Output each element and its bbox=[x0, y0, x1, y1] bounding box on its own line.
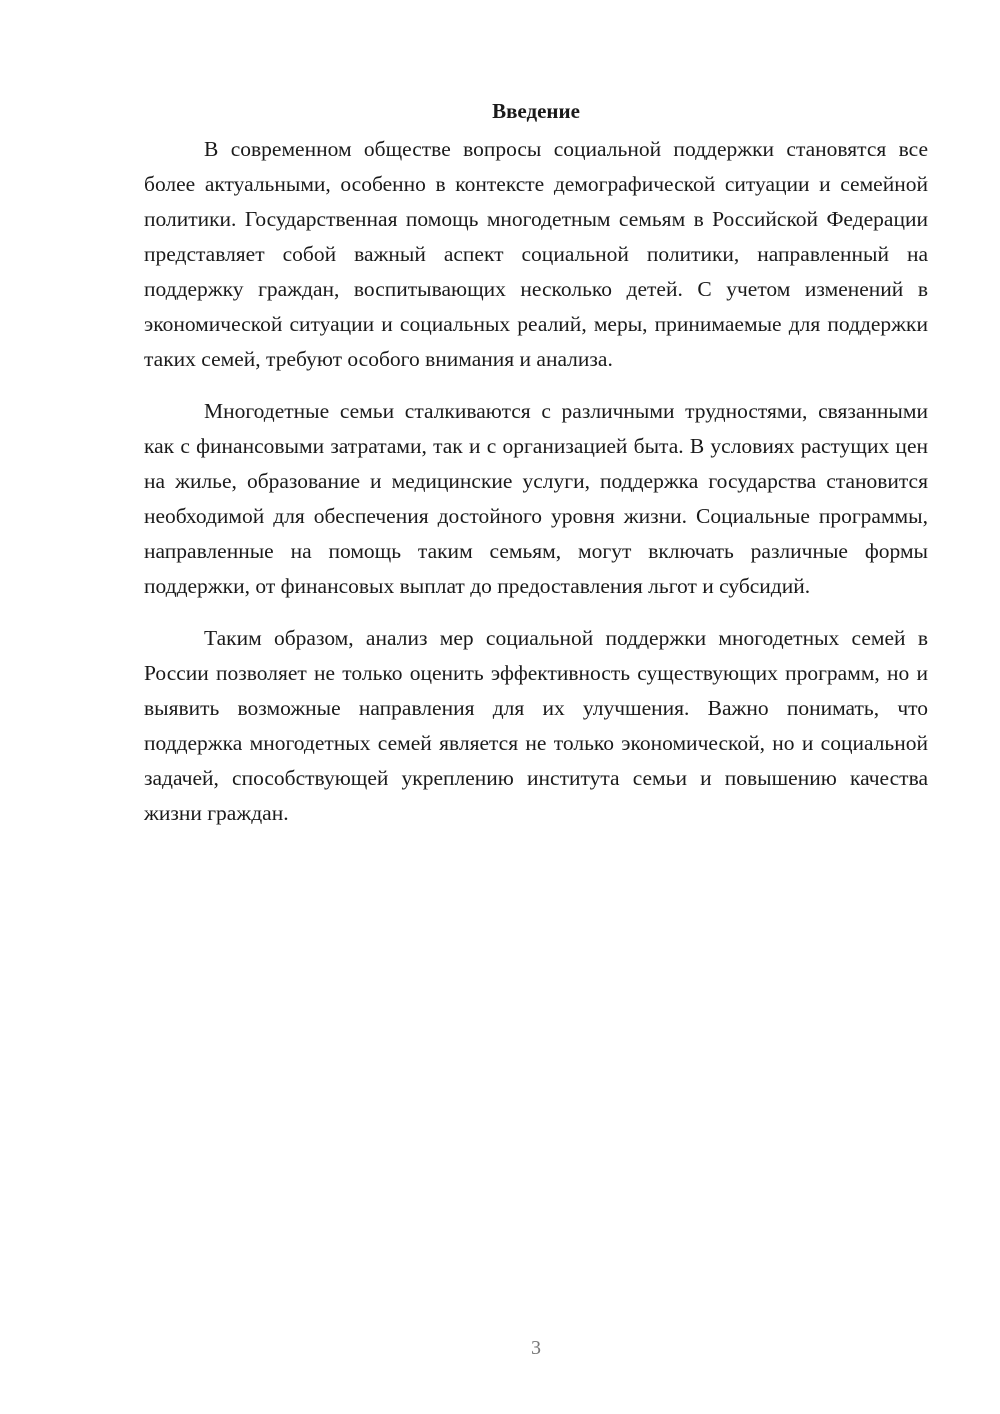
page-number: 3 bbox=[531, 1337, 541, 1359]
page-body bbox=[144, 94, 928, 831]
paragraph-3: Таким образом, анализ мер социальной поддержки многодетных семей в России позволяет не только оценить эффективность существующих программ, но и выявить возможные направления для их улучшения. Важно понимать, что поддержка многодетных семей является не только экономической, но и социальной задачей, способствующей укреплению института семьи и повышению качества жизни граждан. bbox=[144, 626, 928, 825]
section-heading: Введение bbox=[492, 99, 580, 123]
paragraph-2: Многодетные семьи сталкиваются с различными трудностями, связанными как с финансовыми затратами, так и с организацией быта. В условиях растущих цен на жилье, образование и медицинские услуги, поддержка государства становится необходимой для обеспечения достойного уровня жизни. Социальные программы, направленные на помощь таким семьям, могут включать различные формы поддержки, от финансовых выплат до предоставления льгот и субсидий. bbox=[144, 399, 928, 598]
paragraph-1: В современном обществе вопросы социальной поддержки становятся все более актуальными, особенно в контексте демографической ситуации и семейной политики. Государственная помощь многодетным семьям в Российской Федерации представляет собой важный аспект социальной политики, направленный на поддержку граждан, воспитывающих несколько детей. С учетом изменений в экономической ситуации и социальных реалий, меры, принимаемые для поддержки таких семей, требуют особого внимания и анализа. bbox=[144, 137, 928, 371]
